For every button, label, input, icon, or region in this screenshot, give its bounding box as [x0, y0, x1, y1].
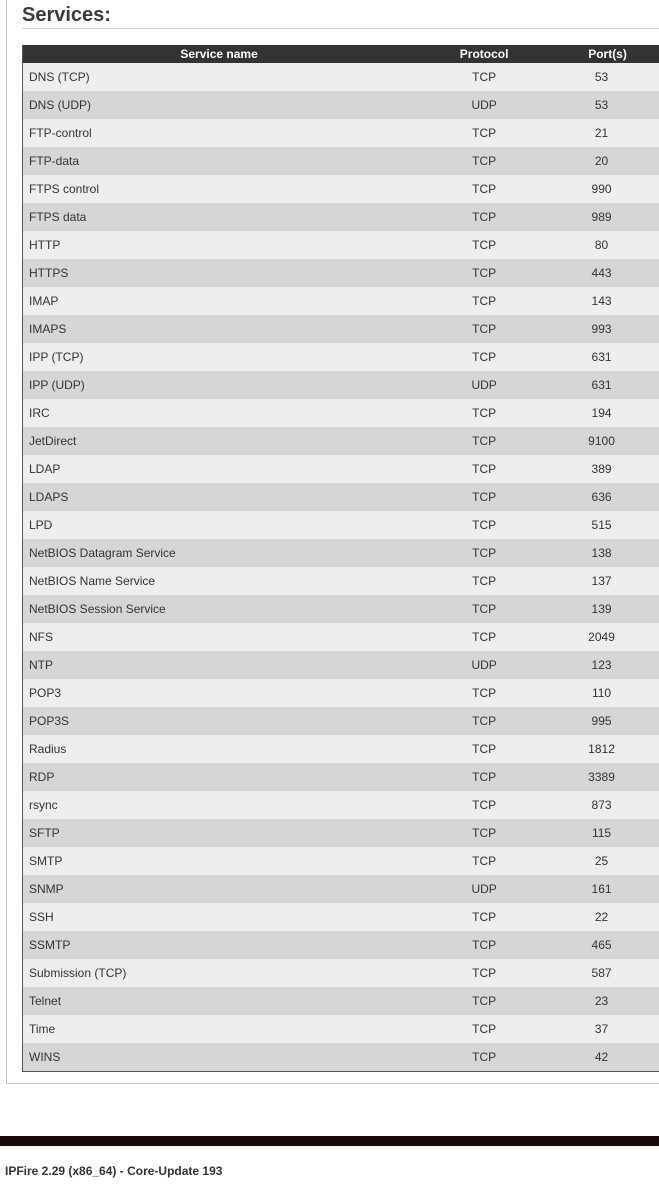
- port-cell: 22: [553, 903, 659, 931]
- protocol-cell: TCP: [415, 231, 553, 259]
- port-cell: 3389: [553, 763, 659, 791]
- table-row: [23, 399, 659, 427]
- port-cell: 631: [553, 371, 659, 399]
- table-row: [23, 875, 659, 903]
- service-name-cell: NFS: [23, 623, 416, 651]
- service-name-cell: SNMP: [23, 875, 416, 903]
- service-name-cell: NetBIOS Name Service: [23, 567, 416, 595]
- port-cell: 389: [553, 455, 659, 483]
- table-row: [23, 987, 659, 1015]
- protocol-cell: TCP: [415, 399, 553, 427]
- protocol-cell: UDP: [415, 371, 553, 399]
- table-row: [23, 91, 659, 119]
- port-cell: 53: [553, 63, 659, 91]
- service-name-cell: NTP: [23, 651, 416, 679]
- port-cell: 143: [553, 287, 659, 315]
- protocol-cell: TCP: [415, 1015, 553, 1043]
- service-name-cell: DNS (UDP): [23, 91, 416, 119]
- table-row: [23, 119, 659, 147]
- port-cell: 21: [553, 119, 659, 147]
- table-row: [23, 1015, 659, 1043]
- protocol-cell: UDP: [415, 91, 553, 119]
- port-cell: 636: [553, 483, 659, 511]
- service-name-cell: NetBIOS Datagram Service: [23, 539, 416, 567]
- protocol-cell: TCP: [415, 63, 553, 91]
- protocol-cell: TCP: [415, 119, 553, 147]
- protocol-cell: TCP: [415, 567, 553, 595]
- service-name-cell: SFTP: [23, 819, 416, 847]
- table-row: [23, 175, 659, 203]
- table-row: [23, 63, 659, 91]
- service-name-cell: FTP-data: [23, 147, 416, 175]
- table-row: [23, 287, 659, 315]
- service-name-cell: RDP: [23, 763, 416, 791]
- table-row: [23, 679, 659, 707]
- header-protocol: Protocol: [415, 45, 553, 63]
- protocol-cell: TCP: [415, 679, 553, 707]
- services-table-body: [23, 63, 659, 1072]
- protocol-cell: TCP: [415, 343, 553, 371]
- service-name-cell: IMAP: [23, 287, 416, 315]
- protocol-cell: TCP: [415, 259, 553, 287]
- protocol-cell: TCP: [415, 539, 553, 567]
- service-name-cell: IPP (TCP): [23, 343, 416, 371]
- port-cell: 993: [553, 315, 659, 343]
- table-row: [23, 539, 659, 567]
- service-name-cell: Submission (TCP): [23, 959, 416, 987]
- services-table: [22, 45, 659, 1072]
- service-name-cell: FTPS control: [23, 175, 416, 203]
- table-row: [23, 315, 659, 343]
- service-name-cell: SMTP: [23, 847, 416, 875]
- table-row: [23, 371, 659, 399]
- port-cell: 110: [553, 679, 659, 707]
- table-row: [23, 203, 659, 231]
- port-cell: 995: [553, 707, 659, 735]
- table-row: [23, 623, 659, 651]
- port-cell: 587: [553, 959, 659, 987]
- port-cell: 1812: [553, 735, 659, 763]
- protocol-cell: TCP: [415, 203, 553, 231]
- table-row: [23, 903, 659, 931]
- table-row: [23, 343, 659, 371]
- table-row: [23, 707, 659, 735]
- service-name-cell: POP3: [23, 679, 416, 707]
- table-row: [23, 847, 659, 875]
- protocol-cell: TCP: [415, 903, 553, 931]
- port-cell: 37: [553, 1015, 659, 1043]
- footer-version: IPFire 2.29 (x86_64) - Core-Update 193: [5, 1164, 223, 1178]
- service-name-cell: DNS (TCP): [23, 63, 416, 91]
- protocol-cell: UDP: [415, 875, 553, 903]
- protocol-cell: TCP: [415, 511, 553, 539]
- protocol-cell: TCP: [415, 959, 553, 987]
- table-row: [23, 231, 659, 259]
- title-divider: [22, 28, 659, 29]
- port-cell: 138: [553, 539, 659, 567]
- protocol-cell: TCP: [415, 595, 553, 623]
- port-cell: 80: [553, 231, 659, 259]
- service-name-cell: LDAPS: [23, 483, 416, 511]
- service-name-cell: FTPS data: [23, 203, 416, 231]
- service-name-cell: IMAPS: [23, 315, 416, 343]
- protocol-cell: TCP: [415, 315, 553, 343]
- table-row: [23, 567, 659, 595]
- service-name-cell: HTTP: [23, 231, 416, 259]
- table-row: [23, 511, 659, 539]
- port-cell: 990: [553, 175, 659, 203]
- protocol-cell: TCP: [415, 819, 553, 847]
- protocol-cell: TCP: [415, 1043, 553, 1072]
- port-cell: 2049: [553, 623, 659, 651]
- header-ports: Port(s): [553, 45, 659, 63]
- service-name-cell: rsync: [23, 791, 416, 819]
- table-row: [23, 595, 659, 623]
- service-name-cell: IRC: [23, 399, 416, 427]
- table-row: [23, 735, 659, 763]
- service-name-cell: POP3S: [23, 707, 416, 735]
- service-name-cell: Telnet: [23, 987, 416, 1015]
- port-cell: 137: [553, 567, 659, 595]
- service-name-cell: FTP-control: [23, 119, 416, 147]
- protocol-cell: TCP: [415, 287, 553, 315]
- port-cell: 515: [553, 511, 659, 539]
- service-name-cell: HTTPS: [23, 259, 416, 287]
- table-row: [23, 819, 659, 847]
- table-row: [23, 483, 659, 511]
- service-name-cell: SSH: [23, 903, 416, 931]
- port-cell: 194: [553, 399, 659, 427]
- service-name-cell: LDAP: [23, 455, 416, 483]
- service-name-cell: IPP (UDP): [23, 371, 416, 399]
- port-cell: 139: [553, 595, 659, 623]
- port-cell: 161: [553, 875, 659, 903]
- protocol-cell: TCP: [415, 175, 553, 203]
- table-row: [23, 1043, 659, 1072]
- protocol-cell: UDP: [415, 651, 553, 679]
- protocol-cell: TCP: [415, 147, 553, 175]
- table-row: [23, 931, 659, 959]
- protocol-cell: TCP: [415, 763, 553, 791]
- section-title: Services:: [22, 4, 111, 26]
- table-row: [23, 427, 659, 455]
- port-cell: 465: [553, 931, 659, 959]
- table-row: [23, 791, 659, 819]
- footer-bar: [0, 1136, 659, 1146]
- protocol-cell: TCP: [415, 987, 553, 1015]
- protocol-cell: TCP: [415, 791, 553, 819]
- table-row: [23, 959, 659, 987]
- table-row: [23, 147, 659, 175]
- port-cell: 123: [553, 651, 659, 679]
- port-cell: 631: [553, 343, 659, 371]
- table-header-row: [23, 45, 659, 63]
- port-cell: 873: [553, 791, 659, 819]
- service-name-cell: Radius: [23, 735, 416, 763]
- protocol-cell: TCP: [415, 483, 553, 511]
- protocol-cell: TCP: [415, 623, 553, 651]
- port-cell: 53: [553, 91, 659, 119]
- service-name-cell: Time: [23, 1015, 416, 1043]
- service-name-cell: LPD: [23, 511, 416, 539]
- port-cell: 23: [553, 987, 659, 1015]
- port-cell: 989: [553, 203, 659, 231]
- table-row: [23, 651, 659, 679]
- protocol-cell: TCP: [415, 427, 553, 455]
- port-cell: 115: [553, 819, 659, 847]
- service-name-cell: WINS: [23, 1043, 416, 1072]
- protocol-cell: TCP: [415, 707, 553, 735]
- port-cell: 9100: [553, 427, 659, 455]
- header-service-name: Service name: [23, 45, 416, 63]
- service-name-cell: JetDirect: [23, 427, 416, 455]
- table-row: [23, 259, 659, 287]
- protocol-cell: TCP: [415, 931, 553, 959]
- table-row: [23, 455, 659, 483]
- port-cell: 42: [553, 1043, 659, 1072]
- protocol-cell: TCP: [415, 847, 553, 875]
- port-cell: 20: [553, 147, 659, 175]
- service-name-cell: SSMTP: [23, 931, 416, 959]
- protocol-cell: TCP: [415, 735, 553, 763]
- table-row: [23, 763, 659, 791]
- port-cell: 25: [553, 847, 659, 875]
- port-cell: 443: [553, 259, 659, 287]
- protocol-cell: TCP: [415, 455, 553, 483]
- service-name-cell: NetBIOS Session Service: [23, 595, 416, 623]
